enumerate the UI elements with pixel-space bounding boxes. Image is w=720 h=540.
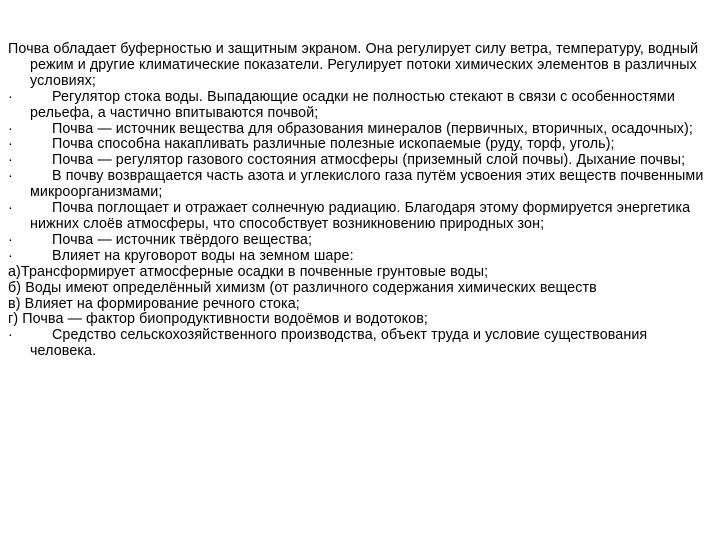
intro-paragraph: Почва обладает буферностью и защитным экраном. Она регулирует силу ветра, температуру, водный режим и другие климатические показатели. Регулирует потоки химических элементов в различных условиях;	[8, 41, 699, 89]
bullet-marker: ·	[8, 327, 13, 344]
list-item-text: Почва поглощает и отражает солнечную радиацию. Благодаря этому формируется энергетика нижних слоёв атмосферы, что способствует возникновению природных зон;	[30, 200, 691, 232]
list-item	[8, 201, 708, 233]
bullet-marker: ·	[8, 231, 13, 248]
lettered-list	[8, 265, 708, 329]
final-list-item	[8, 328, 708, 360]
bullet-list	[8, 90, 708, 265]
list-item-text: Влияет на круговорот воды на земном шаре:	[52, 247, 354, 264]
lettered-item-a: а)Трансформирует атмосферные осадки в почвенные грунтовые воды;	[8, 263, 489, 280]
list-item	[8, 233, 708, 249]
list-item	[8, 153, 708, 169]
lettered-item-c: в) Влияет на формирование речного стока;	[8, 295, 300, 312]
bullet-marker: ·	[8, 168, 13, 185]
bullet-marker: ·	[8, 247, 13, 264]
lettered-item-d: г) Почва — фактор биопродуктивности водоёмов и водотоков;	[8, 311, 428, 328]
list-item	[8, 169, 708, 201]
bullet-marker: ·	[8, 200, 13, 217]
bullet-marker: ·	[8, 136, 13, 153]
list-item-text: Почва — источник вещества для образования минералов (первичных, вторичных, осадочных);	[52, 120, 693, 137]
list-item	[8, 137, 708, 153]
list-item-text: Почва способна накапливать различные полезные ископаемые (руду, торф, уголь);	[52, 136, 615, 153]
list-item-text: В почву возвращается часть азота и углекислого газа путём усвоения этих веществ почвенными микроорганизмами;	[30, 168, 704, 201]
list-item	[8, 122, 708, 138]
list-item-text: Средство сельскохозяйственного производства, объект труда и условие существования человека.	[30, 327, 648, 360]
bullet-marker: ·	[8, 152, 13, 169]
list-item	[8, 249, 708, 265]
list-item-text: Почва — регулятор газового состояния атмосферы (приземный слой почвы). Дыхание почвы;	[52, 152, 686, 169]
text-body	[8, 42, 708, 360]
list-item-text: Регулятор стока воды. Выпадающие осадки не полностью стекают в связи с особенностями рельефа, а частично впитываются почвой;	[30, 88, 675, 121]
list-item	[8, 90, 708, 122]
bullet-marker: ·	[8, 88, 13, 105]
list-item-text: Почва — источник твёрдого вещества;	[52, 231, 313, 248]
lettered-item-b: б) Воды имеют определённый химизм (от различного содержания химических веществ	[8, 279, 597, 296]
bullet-marker: ·	[8, 120, 13, 137]
